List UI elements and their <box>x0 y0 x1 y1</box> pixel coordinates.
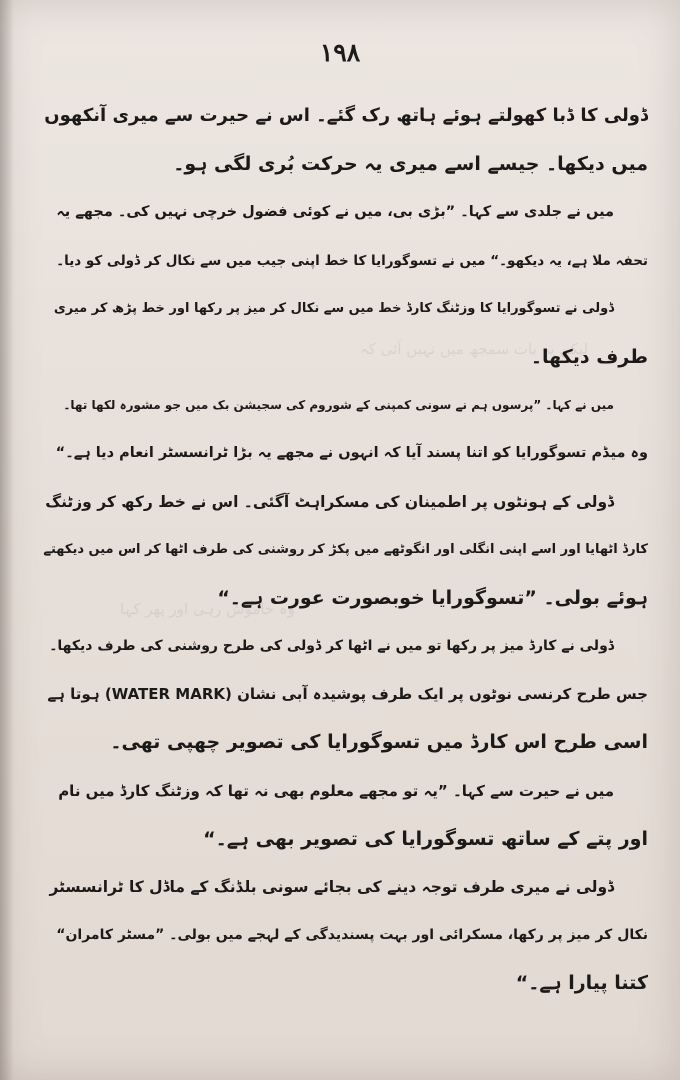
text-line: میں نے حیرت سے کہا۔ ”یہ تو مجھے معلوم بھی نہ تھا کہ وزٹنگ کارڈ میں نام <box>58 781 614 800</box>
text-line: تحفہ ملا ہے، یہ دیکھو۔“ میں نے تسوگورایا کا خط اپنی جیب میں سے نکال کر ڈولی کو دیا۔ <box>56 252 648 269</box>
show-through-text: لیکن یہ بات سمجھ میں نہیں آئی کہ <box>360 340 589 358</box>
text-line: میں نے جلدی سے کہا۔ ”بڑی بی، میں نے کوئی فضول خرچی نہیں کی۔ مجھے یہ <box>56 204 614 221</box>
text-line: کتنا پیارا ہے۔“ <box>515 972 648 995</box>
text-line: میں نے کہا۔ ”پرسوں ہم نے سونی کمپنی کے شوروم کی سجیشن بک میں جو مشورہ لکھا تھا۔ <box>63 398 614 413</box>
text-line: وہ میڈم تسوگورایا کو اتنا پسند آیا کہ انہوں نے مجھے یہ بڑا ٹرانسسٹر انعام دیا ہے۔“ <box>55 445 648 462</box>
text-line: جس طرح کرنسی نوٹوں پر ایک طرف پوشیدہ آبی نشان (WATER MARK) ہوتا ہے <box>47 685 648 704</box>
body-text <box>42 92 648 1008</box>
text-line: میں دیکھا۔ جیسے اسے میری یہ حرکت بُری لگی ہو۔ <box>173 153 648 176</box>
text-line: ڈولی کا ڈبا کھولتے ہوئے ہاتھ رک گئے۔ اس نے حیرت سے میری آنکھوں <box>44 105 648 126</box>
text-line: ہوئے بولی۔ ”تسوگورایا خوبصورت عورت ہے۔“ <box>217 586 648 609</box>
text-line: نکال کر میز پر رکھا، مسکرائی اور بہت پسندیدگی کے لہجے میں بولی۔ ”مسٹر کامران“ <box>56 927 648 944</box>
text-line: کارڈ اٹھایا اور اسے اپنی انگلی اور انگوٹھے میں پکڑ کر روشنی کی طرف اٹھا کر اس میں دیکھتے <box>43 541 648 557</box>
text-line: ڈولی نے کارڈ میز پر رکھا تو میں نے اٹھا کر ڈولی کی طرح روشنی کی طرف دیکھا۔ <box>49 638 614 655</box>
show-through-text: وہ خاموش رہی اور پھر کہا <box>120 600 295 618</box>
text-line: ڈولی نے تسوگورایا کا وزٹنگ کارڈ خط میں سے نکال کر میز پر رکھا اور خط پڑھ کر میری <box>53 300 614 316</box>
page-number: ۱۹۸ <box>319 38 361 67</box>
text-line: ڈولی کے ہونٹوں پر اطمینان کی مسکراہٹ آگئی۔ اس نے خط رکھ کر وزٹنگ <box>45 492 614 511</box>
text-line: اور پتے کے ساتھ تسوگورایا کی تصویر بھی ہے۔“ <box>203 827 648 850</box>
text-line: ڈولی نے میری طرف توجہ دینے کی بجائے سونی بلڈنگ کے ماڈل کا ٹرانسسٹر <box>49 878 614 896</box>
text-line: اسی طرح اس کارڈ میں تسوگورایا کی تصویر چھپی تھی۔ <box>110 731 648 754</box>
text-line: طرف دیکھا۔ <box>530 345 648 368</box>
